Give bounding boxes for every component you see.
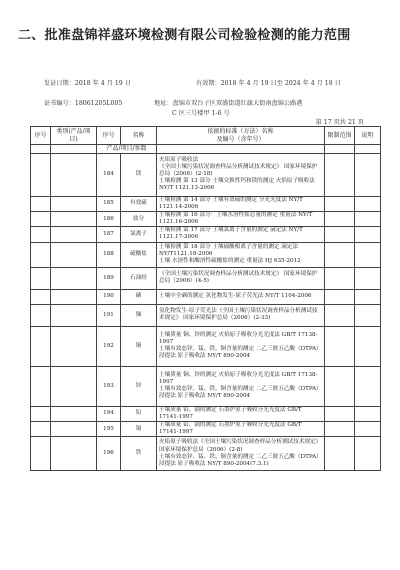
table-row (31, 211, 381, 226)
cell-category (51, 437, 97, 471)
cell-method (157, 267, 325, 289)
cell-name-text: 铜 (135, 342, 142, 349)
cell-name-text: 石油烃 (130, 274, 147, 281)
cell-note (355, 304, 381, 326)
cell-limit (325, 196, 355, 211)
cell-name (121, 196, 157, 211)
cell-method (157, 289, 325, 304)
header-sub-seq: 序号 (97, 127, 121, 145)
cell-number-text: 186 (103, 215, 114, 222)
cell-category (51, 421, 97, 436)
cell-number-text: 196 (103, 450, 114, 457)
cell-limit (325, 406, 355, 421)
cell-method (157, 304, 325, 326)
cell-note (355, 242, 381, 267)
cell-name (121, 153, 157, 196)
cell-method (157, 437, 325, 471)
cell-category (51, 289, 97, 304)
cell-seq (31, 227, 51, 242)
cell-category (51, 153, 97, 196)
page-number: 第 17 页共 21 页 (315, 119, 364, 126)
cell-method-text: 土壤检测 第 16 部分：土壤水溶性盐总量的测定 重量法 NY/T 1121.16-2006 (159, 211, 313, 226)
header-note: 说明 (355, 127, 381, 145)
cell-method-text: 土壤质量 铜、锌的测定 火焰原子吸收分光光度法 GB/T 17138-1997 土壤有效态锌、锰、铁、铜含量的测定 二乙三胺五乙酸（DTPA）浸提法 原子吸收法 NY/T 890-2004 (159, 371, 322, 400)
table-row (31, 227, 381, 242)
cell-number (97, 289, 121, 304)
cell-name (121, 406, 157, 421)
table-row (31, 437, 381, 471)
cell-seq (31, 267, 51, 289)
cell-name-text: 氯离子 (130, 230, 147, 237)
cell-seq (31, 289, 51, 304)
table-row (31, 406, 381, 421)
cell-method-text: 土壤检测 第 17 部分 土壤氯离子含量的测定 滴定法 NY/T 1121.17-2006 (159, 227, 303, 241)
cell-name-text: 有效硫 (130, 200, 147, 207)
address-line-2: C 区三号楼甲 1-6 号 (172, 110, 230, 117)
table-row (31, 289, 381, 304)
cell-note (355, 196, 381, 211)
header-limit: 限制范围 (325, 127, 355, 145)
cell-name (121, 366, 157, 406)
cell-method (157, 406, 325, 421)
cell-number-text: 188 (103, 251, 114, 258)
address-line-1: 地址：盘锦市双台子区双盛街道红旗大街南盘锦公路港 (154, 100, 303, 107)
cell-number-text: 189 (103, 274, 114, 281)
header-product-group: 产品/项目/参数 (97, 145, 157, 154)
cell-name-text: 铁 (135, 450, 142, 457)
table-row (31, 242, 381, 267)
cell-name (121, 289, 157, 304)
cell-number (97, 406, 121, 421)
cell-note (355, 227, 381, 242)
issue-date: 发证日期：2018 年 4 月 19 日 (44, 80, 131, 87)
cell-category (51, 326, 97, 366)
cell-name-text: 硫酸盐 (130, 251, 147, 258)
cell-category (51, 242, 97, 267)
table-row (31, 196, 381, 211)
cell-method-text: 火焰原子吸收法 《全国土壤污染状况调查样品分析测试技术规定》 国家环境保护总局（2006）(2-18) 土壤检测 第 13 部分 土壤交换性钙和镁的测定 火焰原子吸收法 NY/T 1121.13-2006 (159, 156, 318, 192)
cell-name-text: 盐分 (132, 215, 145, 222)
cell-category (51, 366, 97, 406)
header-sub-name: 名称 (121, 127, 157, 145)
cell-limit (325, 326, 355, 366)
cell-note (355, 267, 381, 289)
cell-number (97, 304, 121, 326)
table-row (31, 304, 381, 326)
cell-limit (325, 304, 355, 326)
cell-category (51, 406, 97, 421)
cell-number (97, 421, 121, 436)
cell-method (157, 242, 325, 267)
cell-name-text: 铅 (135, 410, 142, 417)
cell-seq (31, 304, 51, 326)
cell-method (157, 196, 325, 211)
cell-method-text: 土壤质量 铜、锌的测定 火焰原子吸收分光光度法 GB/T 17138-1997 土壤有效态锌、锰、铁、铜含量的测定 二乙三胺五乙酸（DTPA）浸提法 原子吸收法 NY/T 890-2004 (159, 331, 322, 360)
cell-number (97, 366, 121, 406)
validity-period: 有效期：2018 年 4 月 19 日至 2024 年 4 月 18 日 (196, 80, 341, 87)
cell-method-text: 土壤检测 第 18 部分 土壤硫酸根离子含量的测定 滴定法 NY/T1121.18-2006 土壤 水溶性和酸溶性硫酸盐的测定 重量法 HJ 635-2012 (159, 243, 301, 265)
table-row (31, 421, 381, 436)
cell-name-text: 硒 (135, 293, 142, 300)
cell-number (97, 242, 121, 267)
cell-method-text: 《全国土壤污染状况调查样品分析测试技术规定》 国家环境保护总局（2006）(4-5) (159, 270, 318, 285)
cell-note (355, 406, 381, 421)
cell-number (97, 153, 121, 196)
cell-method-text: 土壤质量 铅、镉的测定 石墨炉原子吸收分光光度法 GB/T 17141-1997 (159, 421, 302, 436)
table-row (31, 326, 381, 366)
table-header-row (31, 127, 381, 145)
table-subheader-row (31, 145, 381, 154)
cell-seq (31, 196, 51, 211)
cell-number-text: 194 (103, 410, 114, 417)
cell-number-text: 185 (103, 200, 114, 207)
cell-number-text: 184 (103, 171, 114, 178)
cell-number-text: 195 (103, 425, 114, 432)
page-title: 二、批准盘锦祥盛环境检测有限公司检验检测的能力范围 (18, 28, 351, 43)
cell-method-text: 土壤中全硒的测定 氢化物发生-原子荧光法 NY/T 1104-2006 (159, 293, 312, 300)
cell-name (121, 211, 157, 226)
cell-name-text: 锌 (135, 382, 142, 389)
table-row (31, 366, 381, 406)
cell-limit (325, 437, 355, 471)
cell-seq (31, 242, 51, 267)
capability-table (30, 126, 381, 471)
cell-method (157, 366, 325, 406)
cell-seq (31, 406, 51, 421)
cell-number (97, 267, 121, 289)
cell-category (51, 267, 97, 289)
cell-name (121, 326, 157, 366)
cell-name (121, 421, 157, 436)
cell-number-text: 192 (103, 342, 114, 349)
cell-name (121, 267, 157, 289)
cell-method (157, 421, 325, 436)
cell-note (355, 437, 381, 471)
certificate-number: 证书编号：18061205L005 (44, 100, 123, 107)
cell-number-text: 190 (103, 293, 114, 300)
cell-number-text: 191 (103, 311, 114, 318)
cell-name (121, 304, 157, 326)
header-method-label: 依据的标准（方法）名称 及编号（含年号） (207, 127, 274, 143)
cell-category (51, 227, 97, 242)
cell-name (121, 227, 157, 242)
cell-limit (325, 366, 355, 406)
cell-number (97, 196, 121, 211)
cell-number-text: 193 (103, 382, 114, 389)
cell-number (97, 227, 121, 242)
header-category: 类别(产品/项目) (51, 127, 97, 145)
cell-name (121, 242, 157, 267)
cell-limit (325, 421, 355, 436)
cell-seq (31, 421, 51, 436)
cell-category (51, 211, 97, 226)
cell-seq (31, 437, 51, 471)
cell-limit (325, 289, 355, 304)
cell-note (355, 289, 381, 304)
cell-name (121, 437, 157, 471)
cell-method (157, 227, 325, 242)
header-method (157, 127, 325, 145)
cell-limit (325, 242, 355, 267)
cell-method (157, 211, 325, 226)
cell-category (51, 196, 97, 211)
cell-number-text: 187 (103, 230, 114, 237)
table-row (31, 267, 381, 289)
cell-limit (325, 153, 355, 196)
header-seq: 序号 (31, 127, 51, 145)
table-row (31, 153, 381, 196)
cell-seq (31, 366, 51, 406)
cell-limit (325, 267, 355, 289)
cell-name-text: 镁 (135, 171, 142, 178)
cell-number (97, 326, 121, 366)
cell-seq (31, 211, 51, 226)
cell-name-text: 镉 (135, 425, 142, 432)
cell-note (355, 366, 381, 406)
cell-limit (325, 211, 355, 226)
cell-method-text: 土壤检测 第 14 部分 土壤有效硫的测定 分光光度法 NY/T 1121.14-2006 (159, 196, 303, 210)
cell-method-text: 土壤质量 铅、镉的测定 石墨炉原子吸收分光光度法 GB/T 17141-1997 (159, 406, 302, 420)
cell-note (355, 326, 381, 366)
cell-method-text: 火焰原子吸收法《全国土壤污染状况调查样品分析测试技术规定》 国家环境保护总局（2006）(2-8) 土壤有效态锌、锰、铁、铜含量的测定 二乙三胺五乙酸（DTPA）浸提法 原子吸收法 NY/T 890-2004(7.3.1) (159, 439, 322, 467)
cell-method (157, 153, 325, 196)
cell-name-text: 锑 (135, 311, 142, 318)
cell-seq (31, 326, 51, 366)
cell-method (157, 326, 325, 366)
cell-number (97, 437, 121, 471)
cell-method-text: 氢化物发生-原子荧光法《全国土壤污染状况调查样品分析测试技术规定》 国家环境保护总局（2006）(2-33) (159, 307, 318, 322)
cell-note (355, 153, 381, 196)
cell-category (51, 304, 97, 326)
cell-number (97, 211, 121, 226)
cell-seq (31, 153, 51, 196)
cell-note (355, 211, 381, 226)
cell-note (355, 421, 381, 436)
cell-limit (325, 227, 355, 242)
